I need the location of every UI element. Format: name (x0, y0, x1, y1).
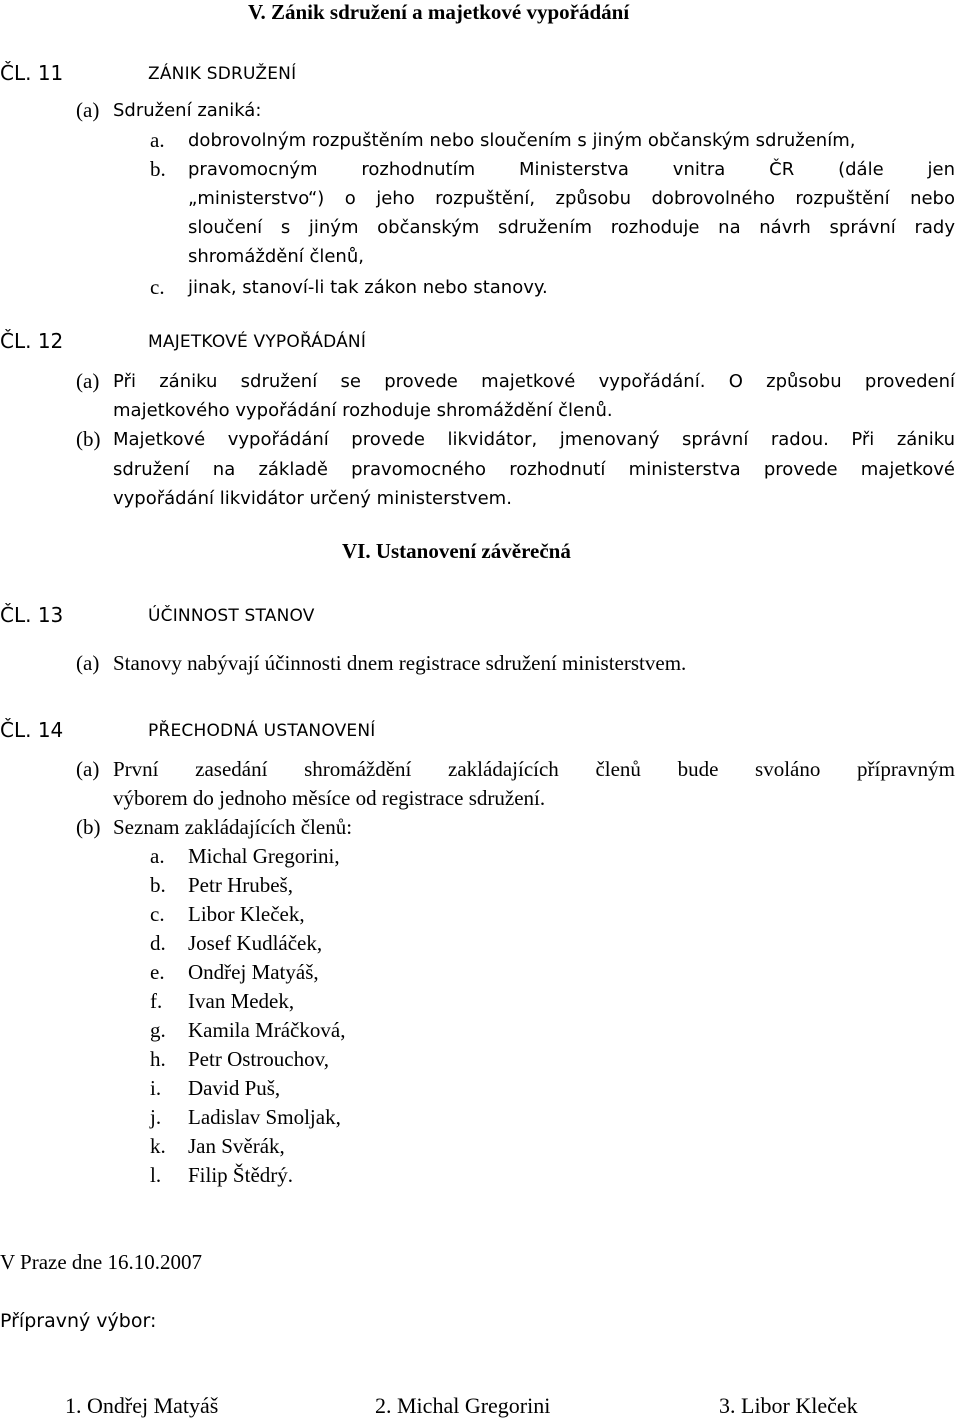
place-date: V Praze dne 16.10.2007 (0, 1250, 202, 1274)
list-item-line: sloučení s jiným občanským sdružením rozhoduje na návrh správní rady (188, 217, 955, 238)
clause-line: První zasedání shromáždění zakládajících členů bude svoláno přípravným (113, 757, 955, 781)
clause-text: Stanovy nabývají účinnosti dnem registrace sdružení ministerstvem. (113, 651, 687, 675)
clause-label: (a) (76, 369, 100, 393)
member-name: Kamila Mráčková, (188, 1018, 346, 1042)
signatory: 3. Libor Kleček (719, 1393, 858, 1418)
signatory: 1. Ondřej Matyáš (65, 1393, 219, 1418)
clause-label: (a) (76, 757, 100, 781)
clause-label: (a) (76, 651, 100, 675)
clause-text: Seznam zakládajících členů: (113, 815, 353, 839)
member-name: David Puš, (188, 1076, 281, 1100)
committee-label: Přípravný výbor: (0, 1310, 157, 1332)
list-label: b. (150, 157, 166, 181)
member-label: a. (150, 844, 165, 868)
article-number: ČL. 14 (0, 718, 64, 742)
section-heading: V. Zánik sdružení a majetkové vypořádání (248, 0, 630, 24)
member-name: Libor Kleček, (188, 902, 305, 926)
list-label: a. (150, 128, 165, 152)
member-name: Ondřej Matyáš, (188, 960, 319, 984)
list-item-line: pravomocným rozhodnutím Ministerstva vnitra ČR (dále jen (188, 159, 955, 180)
member-label: h. (150, 1047, 166, 1071)
clause-line: Při zániku sdružení se provede majetkové vypořádání. O způsobu provedení (113, 371, 955, 392)
clause-label: (b) (76, 427, 101, 451)
clause-line: výborem do jednoho měsíce od registrace sdružení. (113, 786, 546, 810)
list-item-line: shromáždění členů, (188, 246, 364, 267)
member-label: g. (150, 1018, 166, 1042)
list-item-line: „ministerstvo“) o jeho rozpuštění, způsobu dobrovolného rozpuštění nebo (188, 188, 955, 209)
clause-line: sdružení na základě pravomocného rozhodnutí ministerstva provede majetkové (113, 459, 955, 480)
member-name: Josef Kudláček, (188, 931, 323, 955)
member-label: b. (150, 873, 166, 897)
member-name: Jan Svěrák, (188, 1134, 285, 1158)
article-title: ÚČINNOST STANOV (148, 606, 315, 626)
member-name: Filip Štědrý. (188, 1163, 294, 1187)
member-name: Petr Ostrouchov, (188, 1047, 329, 1071)
list-item: jinak, stanoví-li tak zákon nebo stanovy. (188, 277, 548, 298)
article-title: ZÁNIK SDRUŽENÍ (148, 64, 297, 84)
clause-line: Majetkové vypořádání provede likvidátor, jmenovaný správní radou. Při zániku (113, 429, 955, 450)
clause-line: vypořádání likvidátor určený ministerstvem. (113, 488, 512, 509)
clause-label: (a) (76, 98, 100, 122)
member-name: Ivan Medek, (188, 989, 295, 1013)
signatory: 2. Michal Gregorini (375, 1393, 551, 1418)
clause-line: majetkového vypořádání rozhoduje shromáždění členů. (113, 400, 613, 421)
article-number: ČL. 11 (0, 61, 64, 85)
article-title: MAJETKOVÉ VYPOŘÁDÁNÍ (148, 332, 367, 352)
member-label: k. (150, 1134, 166, 1158)
member-label: e. (150, 960, 165, 984)
clause-text: Sdružení zaniká: (113, 100, 262, 121)
list-item: dobrovolným rozpuštěním nebo sloučením s jiným občanským sdružením, (188, 130, 856, 151)
member-name: Ladislav Smoljak, (188, 1105, 341, 1129)
member-label: j. (150, 1105, 162, 1129)
member-label: d. (150, 931, 166, 955)
article-number: ČL. 13 (0, 603, 64, 627)
member-name: Michal Gregorini, (188, 844, 340, 868)
section-heading: VI. Ustanovení závěrečná (342, 539, 571, 563)
member-label: l. (150, 1163, 162, 1187)
list-label: c. (150, 275, 165, 299)
article-number: ČL. 12 (0, 329, 64, 353)
member-name: Petr Hrubeš, (188, 873, 293, 897)
member-label: i. (150, 1076, 162, 1100)
clause-label: (b) (76, 815, 101, 839)
member-label: f. (150, 989, 163, 1013)
member-label: c. (150, 902, 165, 926)
article-title: PŘECHODNÁ USTANOVENÍ (148, 721, 376, 741)
